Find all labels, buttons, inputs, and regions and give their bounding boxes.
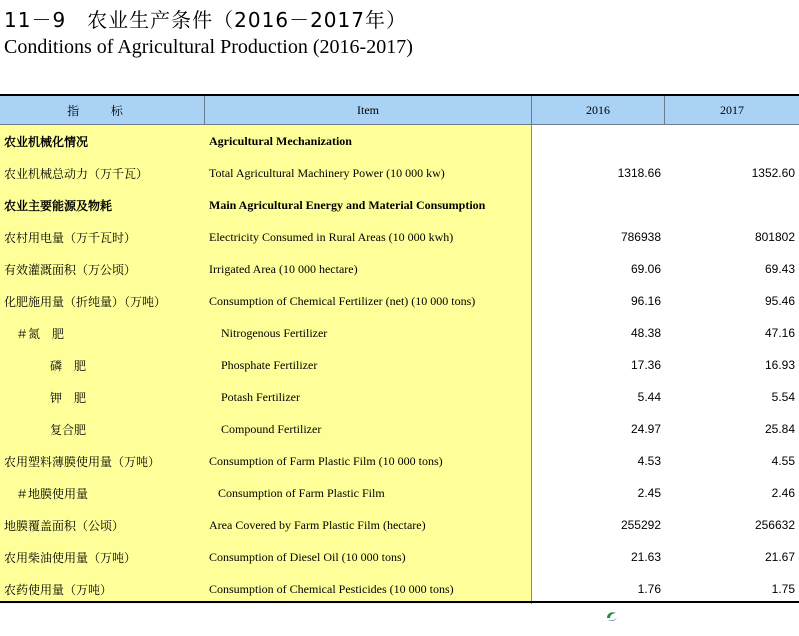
table-row [0, 285, 799, 317]
publisher-logo-icon [604, 608, 620, 624]
row-label-cn: 农药使用量（万吨） [4, 582, 113, 597]
value-2017: 95.46 [764, 294, 795, 308]
row-label-en: Irrigated Area (10 000 hectare) [209, 261, 358, 276]
value-2016: 786938 [620, 230, 661, 244]
row-label-cn: 农用柴油使用量（万吨） [4, 550, 137, 565]
value-2017: 69.43 [764, 262, 795, 276]
table-row [0, 189, 799, 221]
value-2017: 1.75 [771, 582, 795, 596]
row-label-en: Area Covered by Farm Plastic Film (hectare) [209, 517, 426, 532]
header-indicator: 指 标 [0, 96, 205, 124]
table-row [0, 157, 799, 189]
row-label-cn: 有效灌溉面积（万公顷） [4, 262, 137, 277]
table-bottom-rule [0, 601, 799, 603]
table-row [0, 381, 799, 413]
row-label-en: Main Agricultural Energy and Material Consumption [209, 197, 486, 212]
row-label-en: Phosphate Fertilizer [221, 357, 318, 372]
row-label-en: Agricultural Mechanization [209, 133, 352, 148]
row-label-cn: 农业主要能源及物耗 [4, 198, 113, 213]
value-2017: 256632 [754, 518, 795, 532]
row-label-en: Potash Fertilizer [221, 389, 300, 404]
row-label-en: Consumption of Farm Plastic Film (10 000 tons) [209, 453, 443, 468]
value-2017: 1352.60 [751, 166, 795, 180]
value-2016: 2.45 [637, 486, 661, 500]
row-label-en: Compound Fertilizer [221, 421, 322, 436]
row-label-cn: 农用塑料薄膜使用量（万吨） [4, 454, 161, 469]
value-2016: 21.63 [630, 550, 661, 564]
table-row [0, 541, 799, 573]
value-2016: 96.16 [630, 294, 661, 308]
row-label-cn: 磷 肥 [50, 358, 87, 373]
row-label-cn: 钾 肥 [50, 390, 87, 405]
table-row [0, 445, 799, 477]
row-label-en: Total Agricultural Machinery Power (10 000 kw) [209, 165, 445, 180]
value-2017: 25.84 [764, 422, 795, 436]
row-label-cn: 化肥施用量（折纯量）（万吨） [4, 294, 167, 309]
page-title-cn: 11－9 农业生产条件（2016－2017年） [4, 8, 407, 32]
data-table [0, 94, 799, 605]
table-row [0, 509, 799, 541]
row-label-cn: ＃氮 肥 [16, 326, 65, 341]
value-2017: 5.54 [771, 390, 795, 404]
value-2017: 16.93 [764, 358, 795, 372]
row-label-cn: ＃地膜使用量 [16, 486, 89, 501]
table-body [0, 125, 799, 605]
header-year-2017: 2017 [720, 102, 744, 117]
value-2017: 4.55 [771, 454, 795, 468]
value-2017: 2.46 [771, 486, 795, 500]
row-label-cn: 地膜覆盖面积（公顷） [4, 518, 125, 533]
value-2016: 255292 [620, 518, 661, 532]
table-row [0, 221, 799, 253]
table-row [0, 349, 799, 381]
row-label-cn: 农村用电量（万千瓦时） [4, 230, 137, 245]
value-2016: 1318.66 [617, 166, 661, 180]
row-label-en: Nitrogenous Fertilizer [221, 325, 328, 340]
value-2016: 1.76 [637, 582, 661, 596]
value-2016: 48.38 [630, 326, 661, 340]
value-2017: 21.67 [764, 550, 795, 564]
value-2016: 17.36 [630, 358, 661, 372]
table-header [0, 96, 799, 125]
header-item: Item [205, 96, 532, 124]
value-2017: 801802 [754, 230, 795, 244]
row-label-cn: 农业机械总动力（万千瓦） [4, 166, 149, 181]
header-year-2016: 2016 [532, 96, 665, 124]
row-label-cn: 农业机械化情况 [4, 134, 89, 149]
row-label-en: Consumption of Farm Plastic Film [218, 485, 385, 500]
table-row [0, 477, 799, 509]
page-title-en: Conditions of Agricultural Production (2016-2017) [4, 36, 413, 58]
table-row [0, 413, 799, 445]
value-2016: 5.44 [637, 390, 661, 404]
value-2016: 24.97 [630, 422, 661, 436]
row-label-en: Electricity Consumed in Rural Areas (10 000 kwh) [209, 229, 454, 244]
row-label-cn: 复合肥 [50, 422, 87, 437]
table-row [0, 317, 799, 349]
table-row [0, 253, 799, 285]
row-label-en: Consumption of Chemical Pesticides (10 000 tons) [209, 581, 454, 596]
value-2016: 69.06 [630, 262, 661, 276]
value-2016: 4.53 [637, 454, 661, 468]
row-label-en: Consumption of Chemical Fertilizer (net) (10 000 tons) [209, 293, 476, 308]
table-row [0, 125, 799, 157]
row-label-en: Consumption of Diesel Oil (10 000 tons) [209, 549, 406, 564]
value-2017: 47.16 [764, 326, 795, 340]
